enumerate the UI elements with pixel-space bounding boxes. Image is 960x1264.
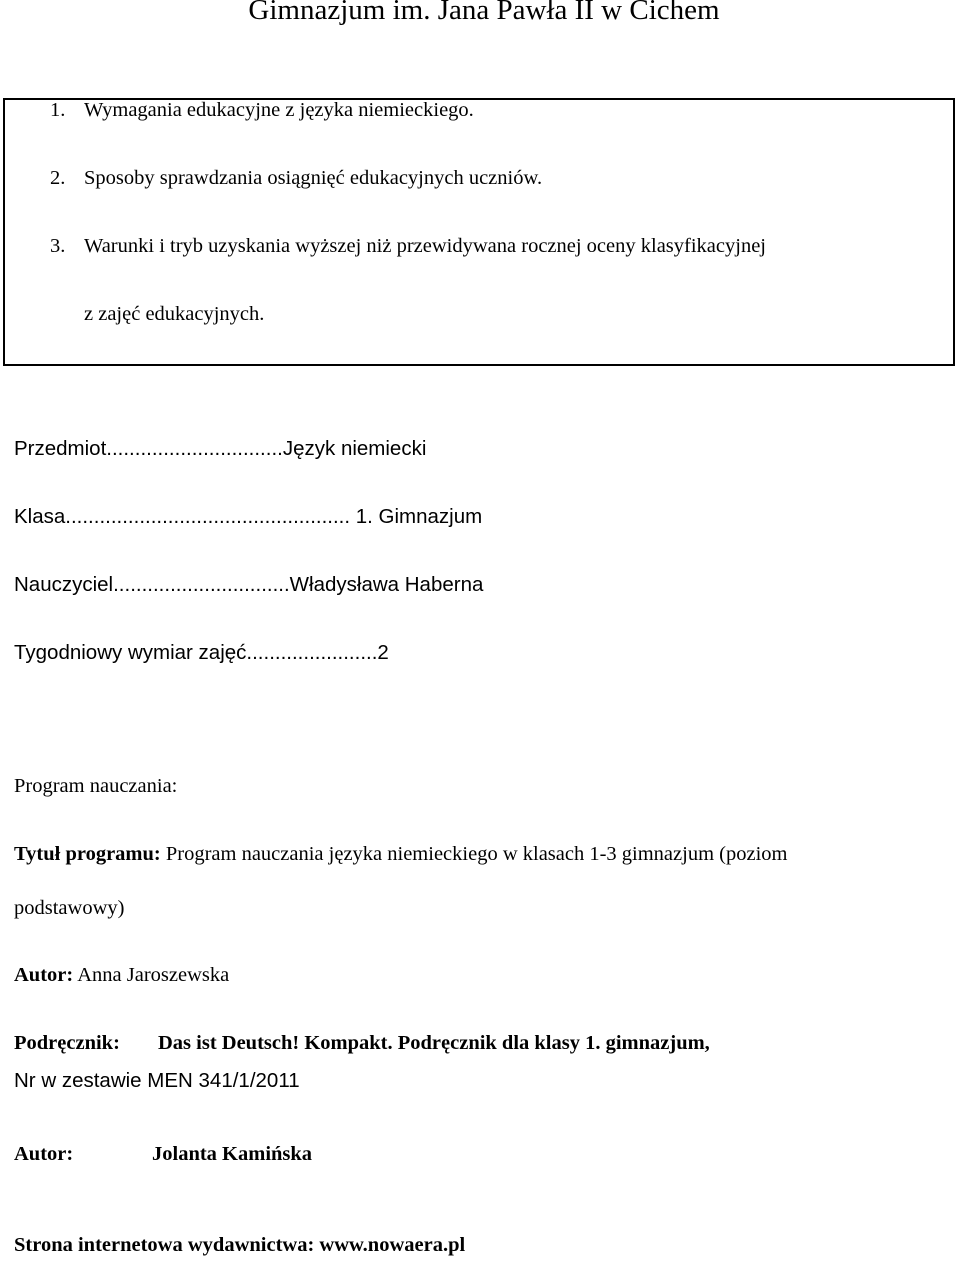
program-author-label: Autor: xyxy=(14,964,74,986)
list-item-text: Sposoby sprawdzania osiągnięć edukacyjnych uczniów. xyxy=(84,167,543,189)
list-item-number: 1. xyxy=(50,99,66,121)
list-item-text: Wymagania edukacyjne z języka niemieckiego. xyxy=(84,99,474,121)
program-author-line xyxy=(14,964,229,987)
set-number-line: Nr w zestawie MEN 341/1/2011 xyxy=(14,1069,300,1092)
textbook-label: Podręcznik: xyxy=(14,1032,120,1054)
program-title-label: Tytuł programu: xyxy=(14,843,161,865)
program-title-continuation: podstawowy) xyxy=(14,897,125,919)
list-item-number: 3. xyxy=(50,235,66,257)
textbook-author-label: Autor: xyxy=(14,1143,74,1165)
hours-line: Tygodniowy wymiar zajęć.......................2 xyxy=(14,641,389,664)
program-heading: Program nauczania: xyxy=(14,775,178,797)
textbook-line xyxy=(14,1032,710,1055)
program-author-value: Anna Jaroszewska xyxy=(73,964,230,986)
class-line: Klasa.................................................. 1. Gimnazjum xyxy=(14,505,483,528)
textbook-author-value: Jolanta Kamińska xyxy=(152,1143,313,1165)
subject-line: Przedmiot...............................Język niemiecki xyxy=(14,437,427,460)
publisher-website-line: Strona internetowa wydawnictwa: www.nowaera.pl xyxy=(14,1234,466,1256)
teacher-line: Nauczyciel...............................Władysława Haberna xyxy=(14,573,484,596)
list-item-continuation: z zajęć edukacyjnych. xyxy=(84,303,265,325)
list-item-text: Warunki i tryb uzyskania wyższej niż przewidywana rocznej oceny klasyfikacyjnej xyxy=(84,235,766,257)
list-item-number: 2. xyxy=(50,167,66,189)
program-title-value: Program nauczania języka niemieckiego w klasach 1-3 gimnazjum (poziom xyxy=(160,843,788,865)
textbook-value: Das ist Deutsch! Kompakt. Podręcznik dla klasy 1. gimnazjum, xyxy=(158,1032,710,1054)
page-title: Gimnazjum im. Jana Pawła II w Cichem xyxy=(248,0,720,26)
program-title-line xyxy=(14,843,787,866)
textbook-author-line xyxy=(14,1143,313,1166)
